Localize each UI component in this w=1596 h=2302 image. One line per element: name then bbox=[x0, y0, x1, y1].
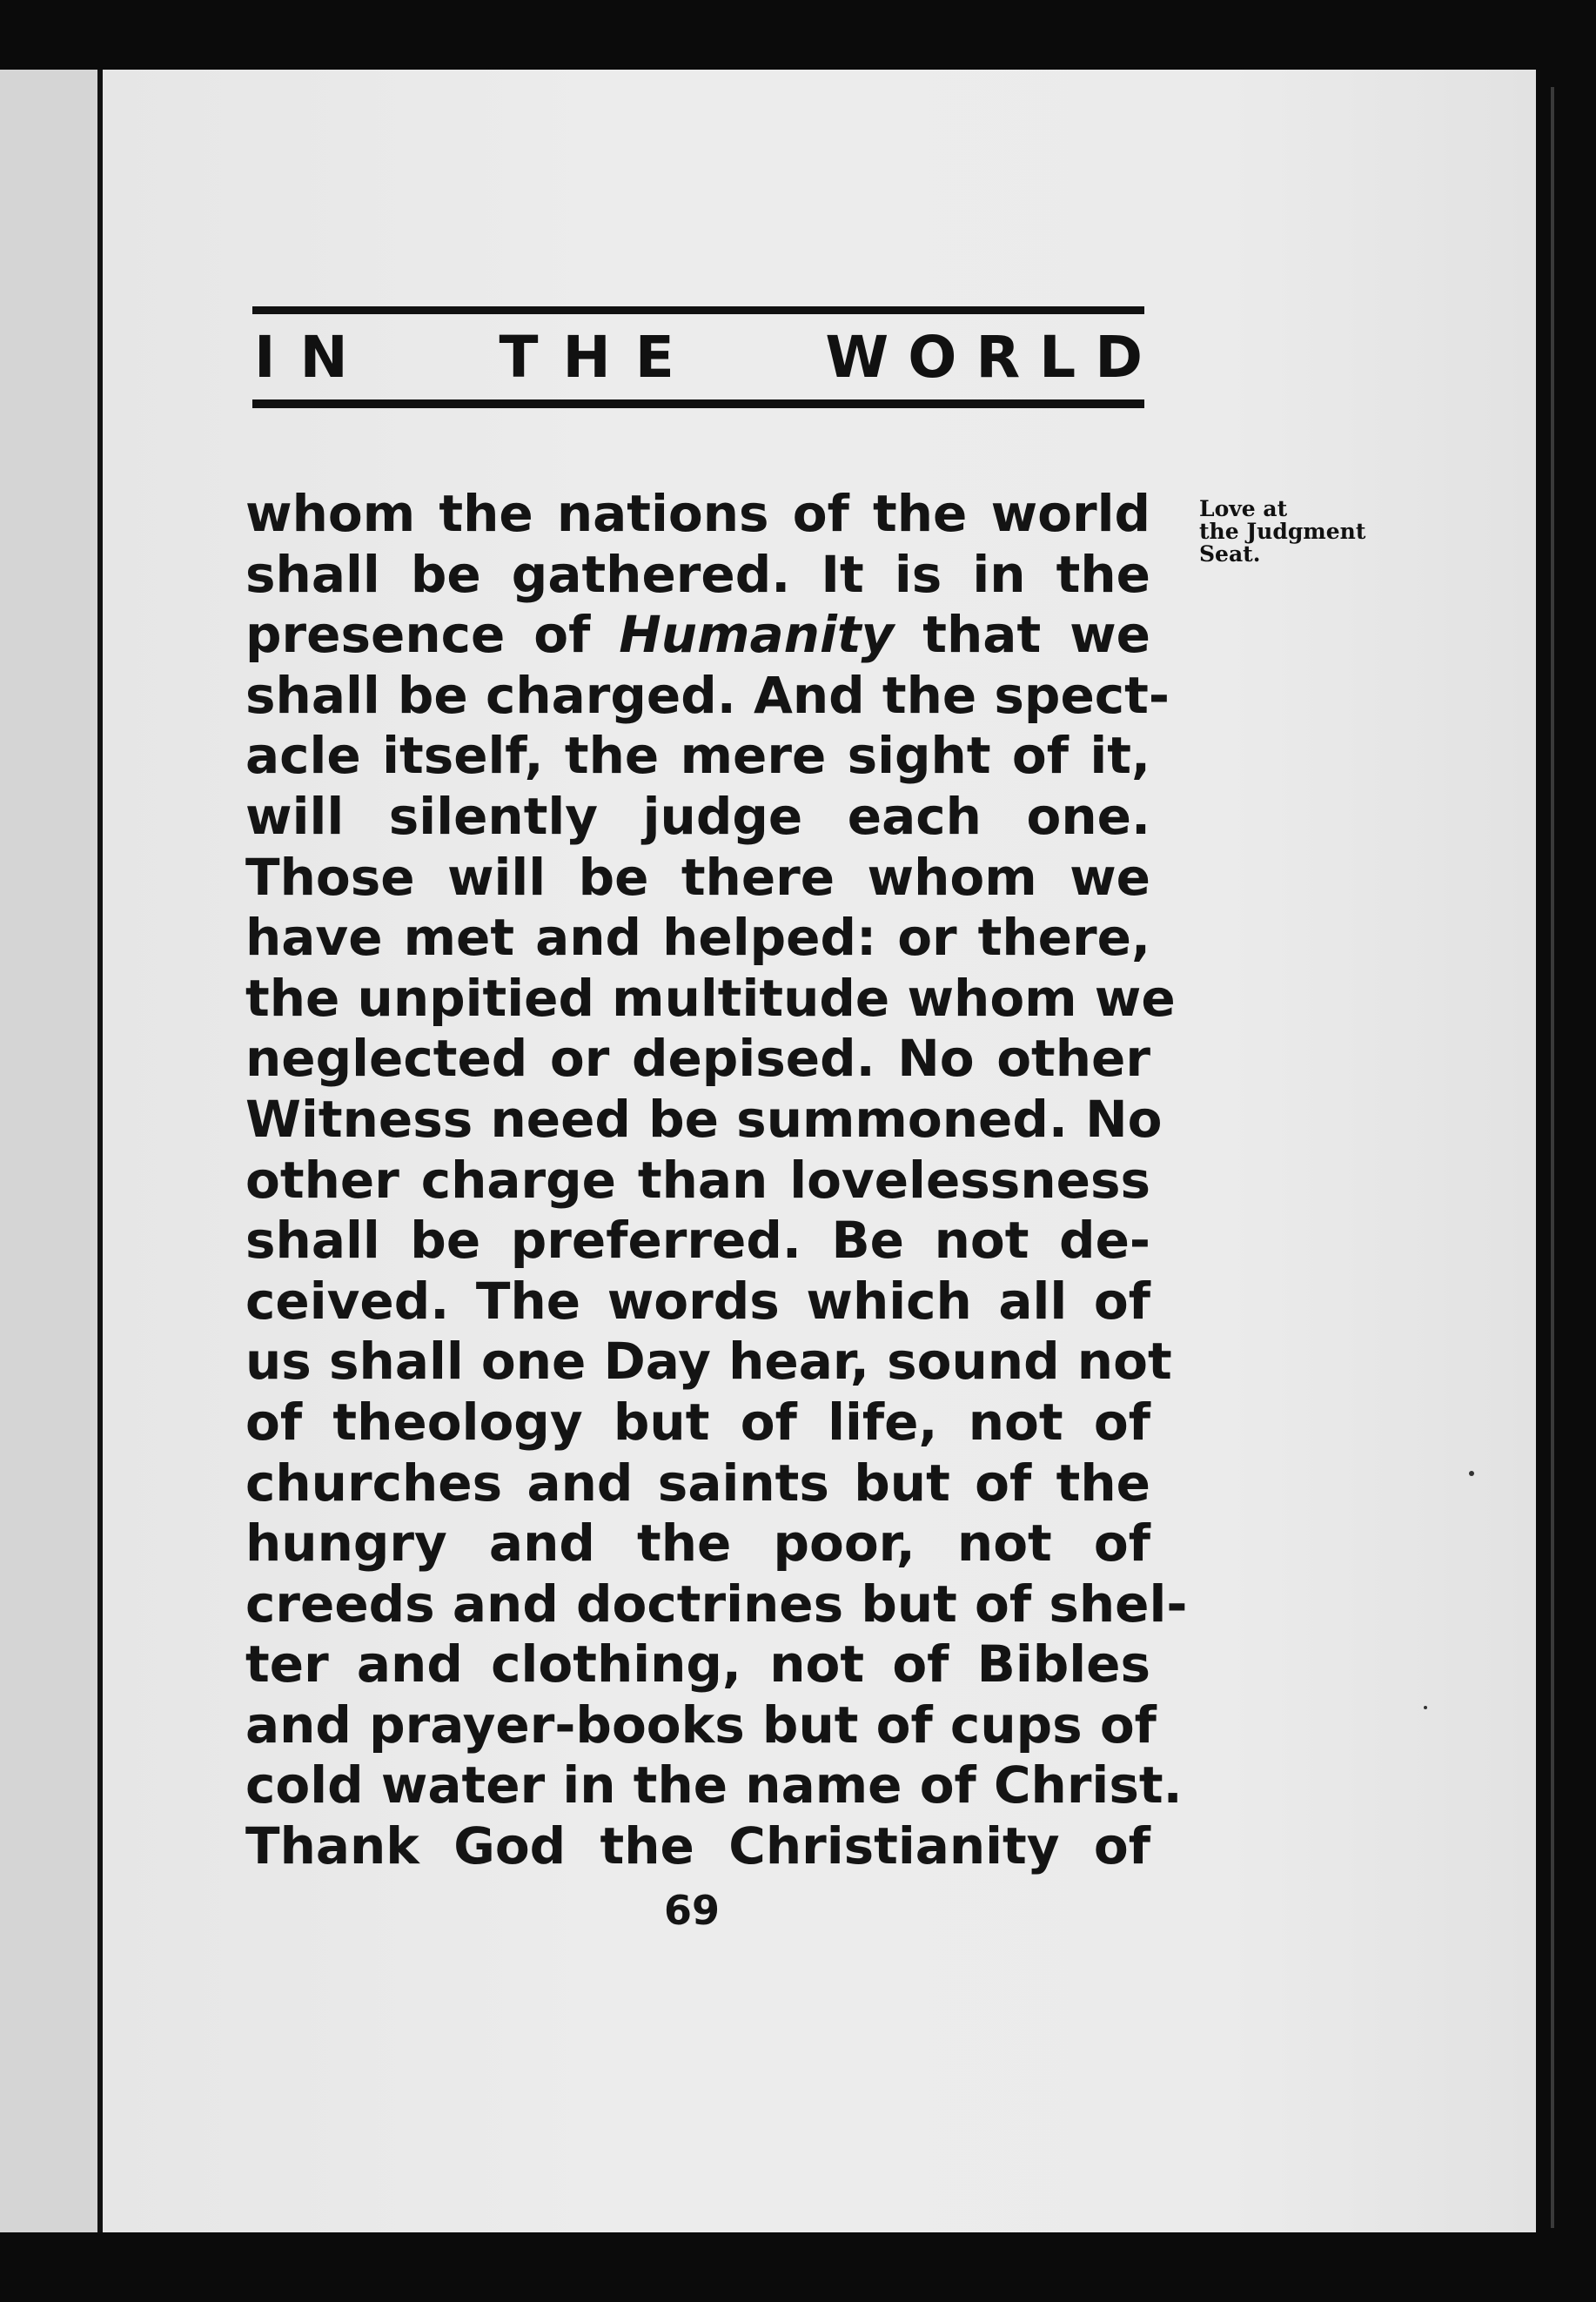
marginal-note-line: the Judgment bbox=[1199, 519, 1366, 544]
running-head-word-3: WORLD bbox=[825, 323, 1162, 391]
scan-right-border bbox=[1536, 0, 1596, 2302]
text-line: shall be preferred. Be not de- bbox=[245, 1211, 1150, 1271]
text-line: neglected or depised. No other bbox=[245, 1029, 1150, 1089]
text-line: ceived. The words which all of bbox=[245, 1271, 1150, 1331]
text-line: shall be charged. And the spect- bbox=[245, 665, 1170, 725]
page-number: 69 bbox=[663, 1887, 720, 1934]
text-line: have met and helped: or there, bbox=[245, 908, 1150, 968]
text-line: Thank God the Christianity of bbox=[245, 1816, 1150, 1876]
text-line: whom the nations of the world bbox=[245, 484, 1150, 543]
gutter-line bbox=[97, 70, 103, 2232]
text-line: cold water in the name of Christ. bbox=[245, 1755, 1183, 1815]
text-line: creeds and doctrines but of shel- bbox=[245, 1574, 1188, 1634]
text-line: of theology but of life, not of bbox=[245, 1392, 1150, 1452]
text-line: hungry and the poor, not of bbox=[245, 1513, 1150, 1574]
text-line: Those will be there whom we bbox=[245, 847, 1150, 907]
text-line: shall be gathered. It is in the bbox=[245, 544, 1150, 604]
running-head-title bbox=[252, 314, 1162, 399]
text-line: ter and clothing, not of Bibles bbox=[245, 1634, 1150, 1695]
text-line: the unpitied multitude whom we bbox=[245, 968, 1176, 1028]
text-line: will silently judge each one. bbox=[245, 786, 1150, 846]
running-head bbox=[252, 306, 1162, 408]
marginal-note bbox=[1199, 498, 1460, 566]
running-head-word-2: THE bbox=[499, 323, 699, 391]
running-head-top-rule bbox=[252, 306, 1144, 314]
scan-speck bbox=[1469, 1471, 1474, 1476]
text-line: and prayer-books but of cups of bbox=[245, 1695, 1157, 1755]
emphasis-humanity: Humanity bbox=[619, 605, 895, 665]
text-line bbox=[245, 605, 1150, 666]
text-run: presence of bbox=[245, 605, 620, 665]
text-line: churches and saints but of the bbox=[245, 1453, 1150, 1513]
scan-speck bbox=[1424, 1706, 1427, 1709]
text-line: acle itself, the mere sight of it, bbox=[245, 726, 1150, 786]
text-line: Witness need be summoned. No bbox=[245, 1089, 1163, 1149]
text-line: other charge than lovelessness bbox=[245, 1150, 1150, 1210]
page-edge-line bbox=[1551, 87, 1554, 2228]
body-text bbox=[245, 484, 1188, 1877]
running-head-word-1: IN bbox=[254, 323, 372, 391]
marginal-note-line: Love at bbox=[1199, 496, 1288, 521]
facing-page-edge bbox=[0, 70, 97, 2232]
text-run: that we bbox=[894, 605, 1151, 665]
marginal-note-line: Seat. bbox=[1199, 541, 1261, 567]
text-line: us shall one Day hear, sound not bbox=[245, 1332, 1172, 1392]
running-head-bottom-rule bbox=[252, 399, 1144, 408]
